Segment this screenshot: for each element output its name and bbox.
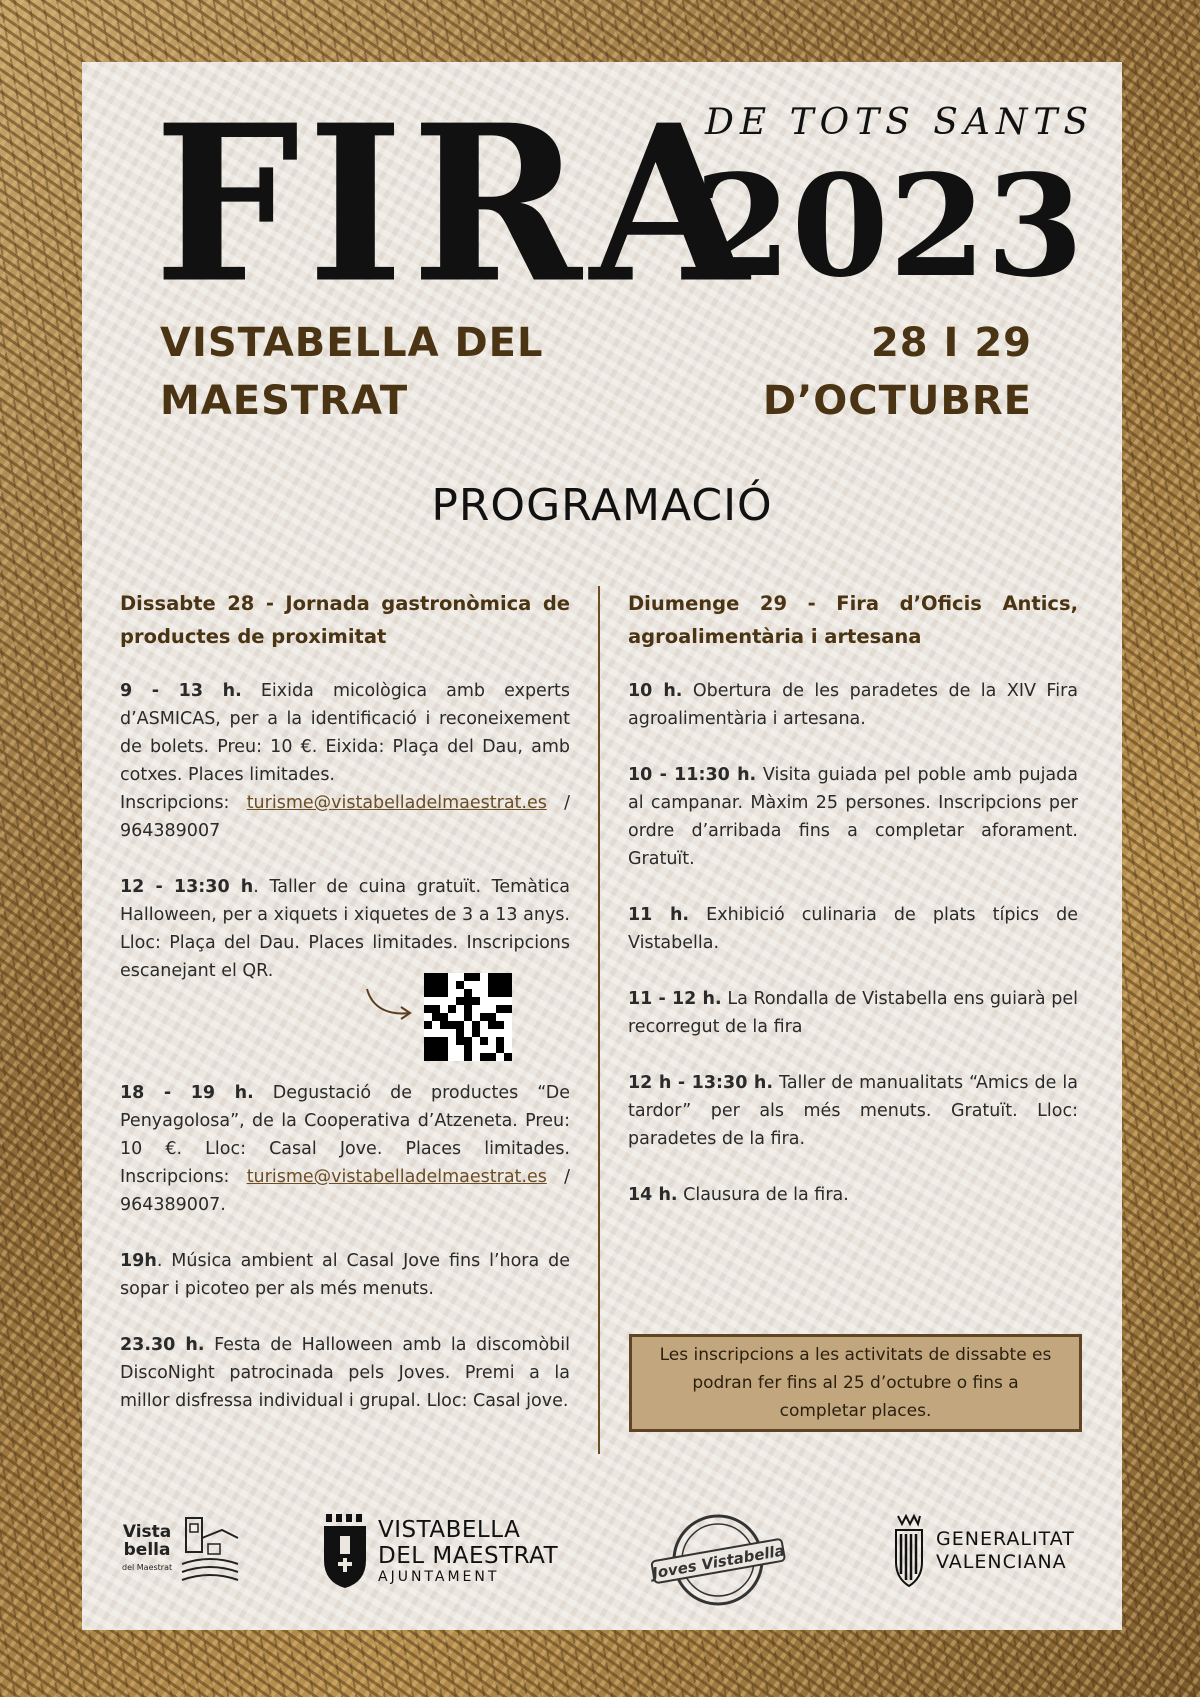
event-text: . Música ambient al Casal Jove fins l’hora de sopar i picoteo per als més menuts. [120,1251,570,1299]
generalitat-emblem-icon [892,1512,926,1590]
event-text: La Rondalla de Vistabella ens guiarà pel recorregut de la fira [628,989,1078,1037]
event-time: 12 - 13:30 h [120,877,254,897]
joves-text: Joves Vistabella [650,1541,786,1583]
sunday-column [628,587,1078,1237]
qr-code[interactable] [424,973,512,1061]
saturday-event [120,677,570,845]
event-text: Visita guiada pel poble amb pujada al campanar. Màxim 25 persones. Inscripcions per ordre d’arribada fins a completar aforament. Gratuït. [628,765,1078,869]
program-title: PROGRAMACIÓ [431,480,773,531]
fira-title: FIRA [154,79,757,332]
saturday-event [120,1079,570,1219]
saturday-column [120,587,570,1443]
event-text: . Taller de cuina gratuït. Temàtica Halloween, per a xiquets i xiquetes de 3 a 13 anys. Lloc: Plaça del Dau. Places limitades. Inscripcions escanejant el QR. [120,877,570,981]
event-time: 12 h - 13:30 h. [628,1073,774,1093]
ajuntament-line-2: DEL MAESTRAT [378,1543,559,1569]
town-line-1: VISTABELLA DEL [160,320,544,366]
sunday-event [628,1181,1078,1209]
inscriptions-label: Inscripcions: [120,1167,247,1187]
sunday-event [628,901,1078,957]
tots-sants-subtitle: DE TOTS SANTS [705,102,1095,143]
joves-badge-icon [648,1512,788,1608]
saturday-event [120,1247,570,1303]
event-text: Eixida micològica amb experts d’ASMICAS, per a la identificació i reconeixement de bolets. Preu: 10 €. Eixida: Plaça del Dau, amb cotxes. Places limitades. [120,681,570,785]
year-title: 2023 [694,145,1084,309]
generalitat-line-1: GENERALITAT [936,1528,1075,1550]
event-time: 14 h. [628,1185,678,1205]
logo-text-small: del Maestrat [122,1563,173,1572]
event-time: 10 h. [628,681,683,701]
event-time: 18 - 19 h. [120,1083,254,1103]
sunday-event [628,677,1078,733]
event-time: 9 - 13 h. [120,681,242,701]
vistabella-tourism-logo [122,1512,242,1588]
sunday-event [628,1069,1078,1153]
logo-text-bella: bella [123,1540,171,1560]
ajuntament-sub: AJUNTAMENT [378,1569,500,1585]
event-text: Degustació de productes “De Penyagolosa”, de la Cooperativa d’Atzeneta. Preu: 10 €. Lloc: Casal Jove. Places limitades. [120,1083,570,1159]
event-text: Obertura de les paradetes de la XIV Fira agroalimentària i artesana. [628,681,1078,729]
generalitat-line-2: VALENCIANA [936,1551,1067,1573]
event-text: Exhibició culinaria de plats típics de Vistabella. [628,905,1078,953]
event-text: Clausura de la fira. [677,1185,849,1205]
phone-number: / 964389007 [120,793,570,841]
ajuntament-line-1: VISTABELLA [378,1517,521,1543]
dates-line-2: D’OCTUBRE [762,378,1032,424]
email-link[interactable]: turisme@vistabelladelmaestrat.es [246,793,547,813]
saturday-event [120,873,570,985]
qr-block [120,973,570,1069]
event-time: 11 h. [628,905,690,925]
event-time: 10 - 11:30 h. [628,765,757,785]
event-time: 11 - 12 h. [628,989,722,1009]
town-line-2: MAESTRAT [160,378,409,424]
event-time: 23.30 h. [120,1335,205,1355]
phone-number: / 964389007. [120,1167,570,1215]
event-text: Festa de Halloween amb la discomòbil DiscoNight patrocinada pels Joves. Premi a la millor disfressa individual i grupal. Lloc: Casal jove. [120,1335,570,1411]
town-name [160,314,543,430]
column-divider [598,586,600,1454]
poster [82,62,1122,1630]
joves-vistabella-logo [648,1512,788,1608]
dates-line-1: 28 I 29 [870,320,1032,366]
inscriptions-label: Inscripcions: [120,793,247,813]
registration-notice: Les inscripcions a les activitats de dissabte es podran fer fins al 25 d’octubre o fins a completar places. [629,1334,1082,1432]
sunday-heading: Diumenge 29 - Fira d’Oficis Antics, agroalimentària i artesana [628,592,1078,648]
tower-icon [178,1512,242,1588]
event-text: Taller de manualitats “Amics de la tardor” per als més menuts. Gratuït. Lloc: paradetes de la fira. [628,1073,1078,1149]
generalitat-logo [892,1512,1075,1590]
coat-of-arms-icon [320,1512,370,1590]
sunday-event [628,985,1078,1041]
curved-arrow-icon [365,983,415,1023]
sunday-event [628,761,1078,873]
ajuntament-logo [320,1512,558,1590]
event-time: 19h [120,1251,157,1271]
saturday-event [120,1331,570,1415]
saturday-heading: Dissabte 28 - Jornada gastronòmica de productes de proximitat [120,592,570,648]
sponsor-logos [82,1512,1122,1607]
event-dates [763,314,1032,430]
logo-text-vista: Vista [122,1522,172,1542]
email-link[interactable]: turisme@vistabelladelmaestrat.es [246,1167,547,1187]
